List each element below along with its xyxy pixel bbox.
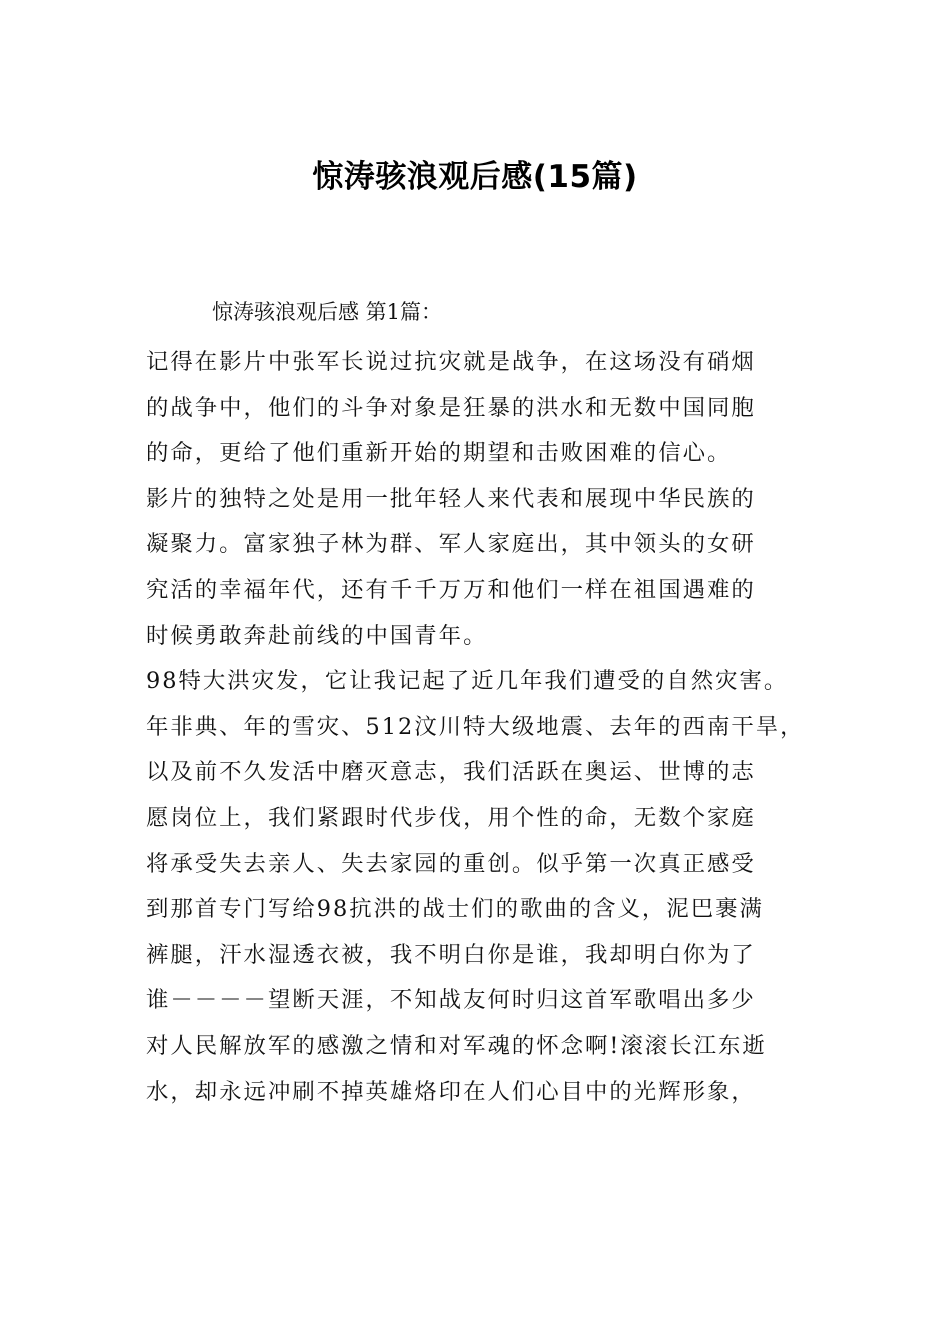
body-line: 裤腿，汗水湿透衣被，我不明白你是谁，我却明白你为了	[146, 941, 756, 968]
body-line: 影片的独特之处是用一批年轻人来代表和展现中华民族的	[146, 485, 756, 512]
body-line: 的命，更给了他们重新开始的期望和击败困难的信心。	[146, 440, 732, 467]
body-line: 的战争中，他们的斗争对象是狂暴的洪水和无数中国同胞	[146, 394, 756, 421]
section-heading: 惊涛骇浪观后感 第1篇：	[212, 300, 443, 324]
body-text	[146, 340, 836, 1115]
body-line: 到那首专门写给98抗洪的战士们的歌曲的含义，泥巴裹满	[146, 896, 764, 923]
body-line: 时候勇敢奔赴前线的中国青年。	[146, 622, 488, 649]
body-line: 将承受失去亲人、失去家园的重创。似乎第一次真正感受	[146, 850, 756, 877]
body-line: 98特大洪灾发，它让我记起了近几年我们遭受的自然灾害。	[146, 668, 789, 695]
body-line: 愿岗位上，我们紧跟时代步伐，用个性的命，无数个家庭	[146, 804, 756, 831]
body-line: 水，却永远冲刷不掉英雄烙印在人们心目中的光辉形象，	[146, 1078, 756, 1105]
document-title: 惊涛骇浪观后感(15篇)	[312, 159, 638, 195]
body-line: 谁－－－－望断天涯，不知战友何时归这首军歌唱出多少	[146, 987, 756, 1014]
body-line: 究活的幸福年代，还有千千万万和他们一样在祖国遇难的	[146, 576, 756, 603]
body-line: 以及前不久发活中磨灭意志，我们活跃在奥运、世博的志	[146, 759, 756, 786]
body-line: 凝聚力。富家独子林为群、军人家庭出，其中领头的女研	[146, 531, 756, 558]
body-line: 记得在影片中张军长说过抗灾就是战争，在这场没有硝烟	[146, 349, 756, 375]
body-line: 年非典、年的雪灾、512汶川特大级地震、去年的西南干旱，	[146, 713, 805, 740]
body-line: 对人民解放军的感激之情和对军魂的怀念啊!滚滚长江东逝	[146, 1032, 767, 1059]
